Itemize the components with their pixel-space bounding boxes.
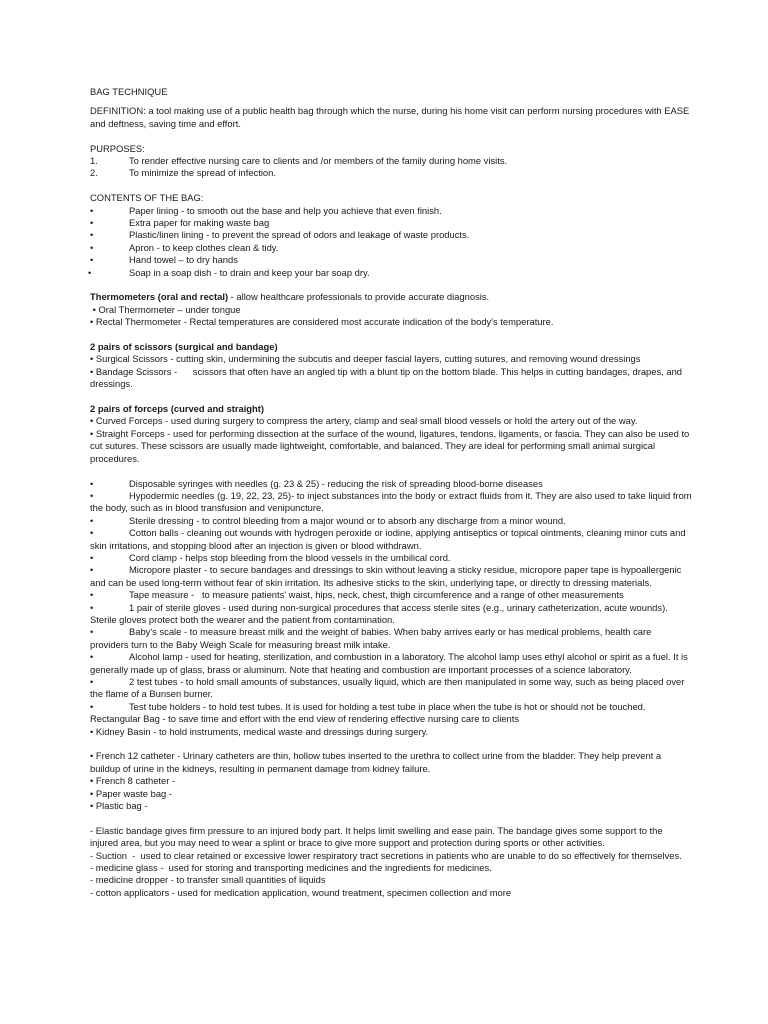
purpose-number: 2. bbox=[90, 167, 98, 179]
thermometers-line bbox=[90, 291, 692, 303]
bullet-icon: • bbox=[90, 489, 94, 501]
supply-text: Cord clamp - helps stop bleeding from the blood vessels in the umbilical cord. bbox=[129, 551, 451, 563]
dash-item: - Suction - used to clear retained or excessive lower respiratory tract secretions in patients who are unable to do so effectively for themselves. bbox=[90, 849, 682, 861]
bullet-icon: • bbox=[90, 229, 94, 241]
catheter-item: • French 8 catheter - bbox=[90, 775, 176, 787]
supply-text: Test tube holders - to hold test tubes. It is used for holding a test tube in place when the tube is hot or should not be touched. bbox=[129, 700, 646, 712]
contents-item-text: Plastic/linen lining - to prevent the spread of odors and leakage of waste products. bbox=[129, 229, 470, 241]
forceps-heading: 2 pairs of forceps (curved and straight) bbox=[90, 403, 264, 415]
contents-item-text: Hand towel – to dry hands bbox=[129, 254, 238, 266]
bullet-icon: • bbox=[90, 551, 94, 563]
purpose-item bbox=[90, 155, 692, 167]
supply-text: Cotton balls - cleaning out wounds with hydrogen peroxide or iodine, applying antiseptics or topical ointments, cleaning minor cuts and skin irritations, and stopping blood after an injection is given or blood withdrawn. bbox=[90, 527, 686, 551]
thermometers-heading: Thermometers (oral and rectal) bbox=[90, 291, 229, 303]
forceps-item: • Straight Forceps - used for performing dissection at the surface of the wound, ligatures, tendons, ligaments, or fascia. They can also be used to cut sutures. These scissors are usually made lightweight, comfortable, and balanced. They are ideal for performing small animal surgical procedures. bbox=[90, 427, 690, 464]
catheter-item: • Plastic bag - bbox=[90, 800, 148, 812]
supply-item bbox=[90, 527, 692, 552]
dash-item: - Elastic bandage gives firm pressure to an injured body part. It helps limit swelling and ease pain. The bandage gives some support to the injured area, but you may need to wear a splint or brace to give more support and protection during sports or other activities. bbox=[90, 824, 663, 849]
purpose-item bbox=[90, 167, 692, 179]
bullet-icon: • bbox=[90, 217, 94, 229]
supply-text: Micropore plaster - to secure bandages and dressings to skin without leaving a sticky residue, micropore paper tape is hypoallergenic and can be used long-term without fear of skin irritation. Its adhesive sticks to the skin, underlying tape, or directly to dressing materials. bbox=[90, 564, 682, 588]
thermometer-item: • Rectal Thermometer - Rectal temperatures are considered most accurate indication of the body's temperature. bbox=[90, 316, 554, 328]
dash-item: - medicine dropper - to transfer small quantities of liquids bbox=[90, 874, 326, 886]
dash-item: - medicine glass - used for storing and transporting medicines and the ingredients for medicines. bbox=[90, 862, 492, 874]
contents-item bbox=[90, 217, 692, 229]
scissors-item: • Surgical Scissors - cutting skin, undermining the subcutis and deeper fascial layers, cutting sutures, and removing wound dressings bbox=[90, 353, 641, 365]
bullet-icon: • bbox=[90, 241, 94, 253]
bullet-icon: • bbox=[90, 564, 94, 576]
contents-item bbox=[88, 267, 692, 279]
contents-item bbox=[90, 254, 692, 266]
purpose-number: 1. bbox=[90, 155, 98, 167]
bullet-icon: • bbox=[90, 589, 94, 601]
bullet-icon: • bbox=[90, 651, 94, 663]
forceps-item: • Curved Forceps - used during surgery to compress the artery, clamp and seal small blood vessels or hold the artery out of the way. bbox=[90, 415, 638, 427]
supply-item bbox=[90, 490, 692, 515]
supply-item bbox=[90, 515, 692, 527]
thermometer-item: • Oral Thermometer – under tongue bbox=[90, 303, 241, 315]
catheter-item: • French 12 catheter - Urinary catheters are thin, hollow tubes inserted to the urethra to collect urine from the bladder. They help prevent a buildup of urine in the kidneys, resulting in permanent damage from kidney failure. bbox=[90, 750, 662, 774]
supply-item bbox=[90, 478, 692, 490]
bullet-icon: • bbox=[90, 676, 94, 687]
supply-item bbox=[90, 589, 692, 601]
supply-text: 2 test tubes - to hold small amounts of substances, usually liquid, which are then manipulated in some way, such as being placed over the flame of a Bunsen burner. bbox=[90, 676, 685, 700]
scissors-item: • Bandage Scissors - scissors that often have an angled tip with a blunt tip on the bottom blade. This helps in cutting bandages, drapes, and dressings. bbox=[90, 365, 685, 390]
supply-text: Alcohol lamp - used for heating, sterilization, and combustion in a laboratory. The alcohol lamp uses ethyl alcohol or spirit as a fuel. It is generally made up of glass, brass or aluminum. Note that heating and combustion are important processes of a science laboratory. bbox=[90, 651, 688, 675]
supply-item bbox=[90, 602, 692, 627]
bullet-icon: • bbox=[90, 514, 94, 526]
purposes-heading: PURPOSES: bbox=[90, 142, 145, 154]
bullet-icon: • bbox=[90, 626, 94, 638]
contents-heading: CONTENTS OF THE BAG: bbox=[90, 192, 204, 204]
supply-text: Hypodermic needles (g. 19, 22, 23, 25)- to inject substances into the body or extract fluids from it. They are also used to take liquid from the body, such as in blood transfusion and venipuncture. bbox=[90, 489, 692, 514]
contents-item-text: Extra paper for making waste bag bbox=[129, 217, 270, 229]
purpose-text: To minimize the spread of infection. bbox=[129, 167, 276, 179]
supply-item bbox=[90, 676, 692, 701]
dash-item: - cotton applicators - used for medication application, wound treatment, specimen collection and more bbox=[90, 886, 512, 898]
supply-item bbox=[90, 651, 692, 676]
supply-item bbox=[90, 701, 692, 713]
rectangular-bag-line: Rectangular Bag - to save time and effort with the end view of rendering effective nursing care to clients bbox=[90, 713, 520, 725]
contents-item-text: Apron - to keep clothes clean & tidy. bbox=[129, 241, 279, 253]
bullet-icon: • bbox=[88, 266, 92, 278]
contents-item bbox=[90, 205, 692, 217]
purpose-text: To render effective nursing care to clients and /or members of the family during home visits. bbox=[129, 155, 508, 167]
definition-paragraph: DEFINITION: a tool making use of a public health bag through which the nurse, during his home visit can perform nursing procedures with EASE and deftness, saving time and effort. bbox=[90, 105, 690, 129]
contents-item bbox=[90, 229, 692, 241]
supply-text: Disposable syringes with needles (g. 23 & 25) - reducing the risk of spreading blood-borne diseases bbox=[129, 477, 543, 489]
contents-item-text: Soap in a soap dish - to drain and keep your bar soap dry. bbox=[129, 266, 370, 278]
supply-text: Baby's scale - to measure breast milk and the weight of babies. When baby arrives early or has medical problems, health care providers turn to the Baby Weigh Scale for measuring breast milk intake. bbox=[90, 626, 652, 650]
kidney-basin-line: • Kidney Basin - to hold instruments, medical waste and dressings during surgery. bbox=[90, 725, 429, 737]
bullet-icon: • bbox=[90, 527, 94, 539]
contents-item bbox=[90, 242, 692, 254]
thermometers-desc: - allow healthcare professionals to provide accurate diagnosis. bbox=[228, 291, 490, 303]
bullet-icon: • bbox=[90, 254, 94, 266]
scissors-heading: 2 pairs of scissors (surgical and bandage) bbox=[90, 341, 278, 353]
document-title: BAG TECHNIQUE bbox=[90, 86, 168, 97]
supply-text: 1 pair of sterile gloves - used during non-surgical procedures that access sterile sites (e.g., urinary catheterization, acute wounds). Sterile gloves protect both the wearer and the patient from contamination. bbox=[90, 601, 668, 625]
bullet-icon: • bbox=[90, 477, 94, 489]
bullet-icon: • bbox=[90, 204, 94, 216]
supply-item bbox=[90, 564, 692, 589]
supply-item bbox=[90, 626, 692, 651]
supply-text: Sterile dressing - to control bleeding from a major wound or to absorb any discharge from a minor wound. bbox=[129, 514, 566, 526]
supply-text: Tape measure - to measure patients' waist, hips, neck, chest, thigh circumference and a range of other measurements bbox=[129, 589, 624, 601]
catheter-item: • Paper waste bag - bbox=[90, 787, 172, 799]
contents-item-text: Paper lining - to smooth out the base and help you achieve that even finish. bbox=[129, 204, 442, 216]
supply-item bbox=[90, 552, 692, 564]
bullet-icon: • bbox=[90, 700, 94, 712]
bullet-icon: • bbox=[90, 601, 94, 613]
